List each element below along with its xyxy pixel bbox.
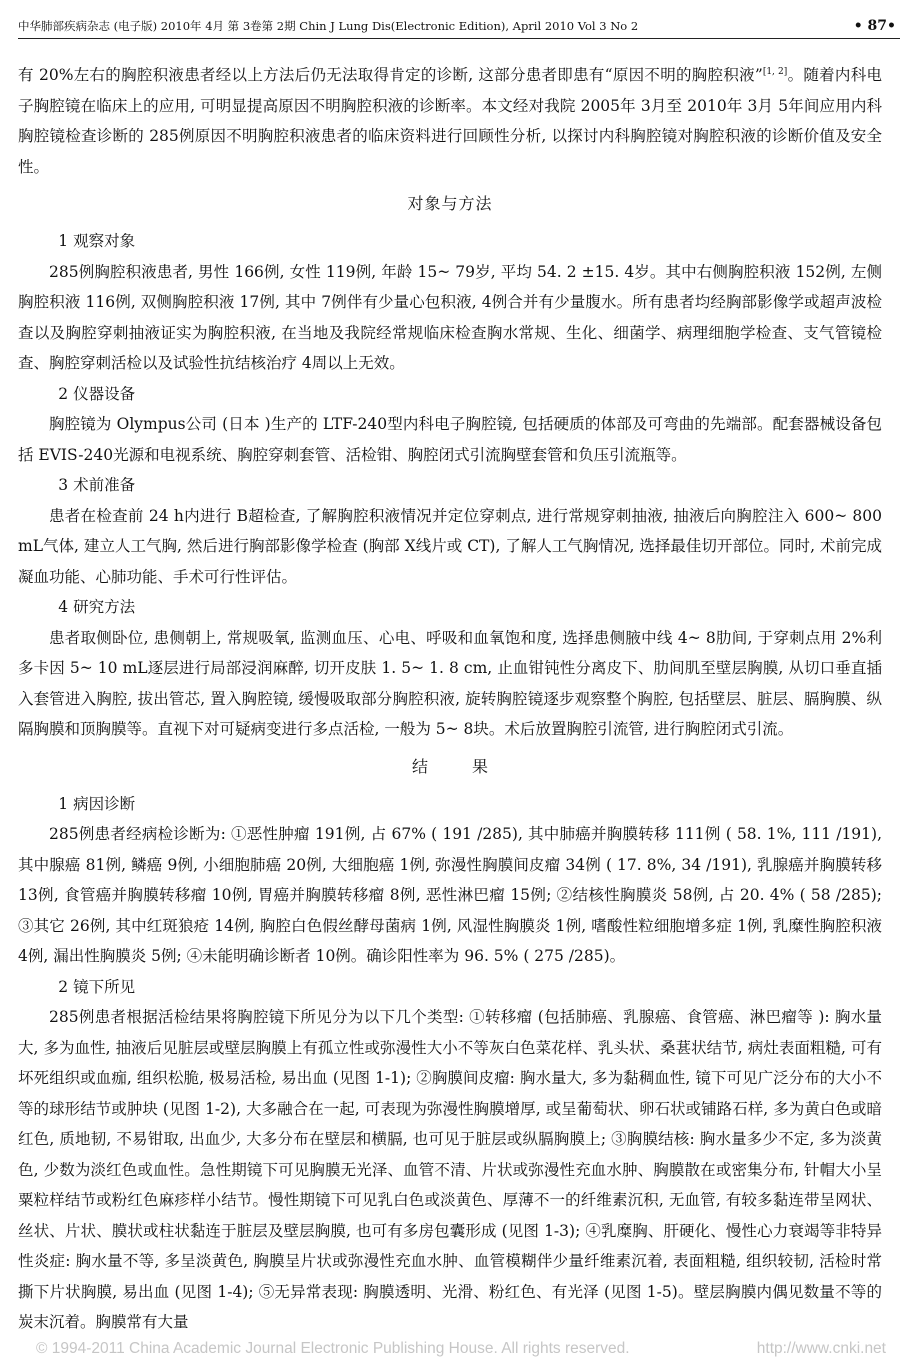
subsection-title: 4 研究方法 — [58, 598, 136, 616]
subsection-title: 1 观察对象 — [58, 232, 136, 250]
page-number: • 87• — [853, 18, 896, 34]
subsection-title: 2 镜下所见 — [58, 977, 136, 996]
cnki-link[interactable]: http://www.cnki.net — [756, 1340, 886, 1357]
paragraph: 患者在检查前 24 h内进行 B超检查, 了解胸腔积液情况并定位穿刺点, 进行常规穿刺抽液, 抽液后向胸腔注入 600~ 800 mL气体, 建立人工气胸, 然后进行胸部影像学检查 (胸部 X线片或 CT), 了解人工气胸情况, 选择最佳切开部位。同时, 术前完成凝血功能、心肺功能、手术可行性评估。 — [18, 506, 882, 586]
paragraph: 胸腔镜为 Olympus公司 (日本 )生产的 LTF-240型内科电子胸腔镜, 包括硬质的体部及可弯曲的先端部。配套器械设备包括 EVIS-240光源和电视系统、胸腔穿刺套管、活检钳、胸腔闭式引流胸壁套管和负压引流瓶等。 — [18, 415, 882, 464]
paragraph: 患者取侧卧位, 患侧朝上, 常规吸氧, 监测血压、心电、呼吸和血氧饱和度, 选择患侧腋中线 4~ 8肋间, 于穿刺点用 2%利多卡因 5~ 10 mL逐层进行局部浸润麻醉, 切开皮肤 1. 5~ 1. 8 cm, 止血钳钝性分离皮下、肋间肌至壁层胸膜, 从切口垂直插入套管进入胸腔, 拔出管芯, 置入胸腔镜, 缓慢吸取部分胸腔积液, 旋转胸腔镜逐步观察整个胸腔, 包括壁层、脏层、膈胸膜、纵隔胸膜和顶胸膜等。直视下对可疑病变进行多点活检, 一般为 5~ 8块。术后放置胸腔引流管, 进行胸腔闭式引流。 — [18, 628, 882, 738]
running-header — [18, 14, 900, 39]
section-heading-methods: 对象与方法 — [407, 194, 493, 213]
paragraph: 285例胸腔积液患者, 男性 166例, 女性 119例, 年龄 15~ 79岁, 平均 54. 2 ±15. 4岁。其中右侧胸腔积液 152例, 左侧胸腔积液 116例, 双侧胸腔积液 17例, 其中 7例伴有少量心包积液, 4例合并有少量腹水。所有患者均经胸部影像学或超声波检查以及胸腔穿刺抽液证实为胸腔积液, 在当地及我院经常规临床检查胸水常规、生化、细菌学、病理细胞学检查、支气管镜检查、胸腔穿刺活检以及试验性抗结核治疗 4周以上无效。 — [18, 262, 882, 372]
copyright-text: © 1994-2011 China Academic Journal Electronic Publishing House. All rights reserved. — [36, 1340, 630, 1357]
subsection-title: 1 病因诊断 — [58, 794, 136, 813]
watermark-footer — [36, 1340, 886, 1358]
citation-ref[interactable]: [1, 2] — [762, 66, 788, 77]
subsection-title: 3 术前准备 — [58, 476, 136, 494]
paragraph: 285例患者根据活检结果将胸腔镜下所见分为以下几个类型: ①转移瘤 (包括肺癌、乳腺癌、食管癌、淋巴瘤等 ): 胸水量大, 多为血性, 抽液后见脏层或壁层胸膜上有孤立性或弥漫性大小不等灰白色菜花样、乳头状、桑葚状结节, 病灶表面粗糙, 可有坏死组织或血痂, 组织松脆, 极易活检, 易出血 (见图 1-1); ②胸膜间皮瘤: 胸水量大, 多为黏稠血性, 镜下可见广泛分布的大小不等的球形结节或肿块 (见图 1-2), 大多融合在一起, 可表现为弥漫性胸膜增厚, 或呈葡萄状、卵石状或铺路石样, 多为黄白色或暗红色, 质地韧, 不易钳取, 出血少, 大多分布在壁层和横膈, 也可见于脏层或纵膈胸膜上; ③胸膜结核: 胸水量多少不定, 多为淡黄色, 少数为淡红色或血性。急性期镜下可见胸膜无光泽、血管不清、片状或弥漫性充血水肿、胸膜散在或密集分布, 针帽大小呈粟粒样结节或粉红色麻疹样小结节。慢性期镜下可见乳白色或淡黄色、厚薄不一的纤维素沉积, 无血管, 有较多黏连带呈网状、丝状、片状、膜状或柱状黏连于脏层及壁层胸膜, 也可有多房包囊形成 (见图 1-3); ④乳糜胸、肝硬化、慢性心力衰竭等非特异性炎症: 胸水量不等, 多呈淡黄色, 胸膜呈片状或弥漫性充血水肿、血管模糊伴少量纤维素沉着, 表面粗糙, 组织较韧, 活检时常撕下片状胸膜, 易出血 (见图 1-4); ⑤无异常表现: 胸膜透明、光滑、粉红色、有光泽 (见图 1-5)。壁层胸膜内偶见数量不等的炭末沉着。胸膜常有大量 — [18, 1008, 882, 1331]
section-heading-results: 结果 — [411, 756, 532, 776]
subsection-title: 2 仪器设备 — [58, 384, 136, 403]
journal-info: 中华肺部疾病杂志 (电子版) 2010年 4月 第 3卷第 2期 Chin J Lung Dis(Electronic Edition), April 2010 Vol 3 No 2 — [18, 19, 639, 33]
paragraph: 285例患者经病检诊断为: ①恶性肿瘤 191例, 占 67% ( 191 /285), 其中肺癌并胸膜转移 111例 ( 58. 1%, 111 /191), 其中腺癌 81例, 鳞癌 9例, 小细胞肺癌 20例, 大细胞癌 1例, 弥漫性胸膜间皮瘤 34例 ( 17. 8%, 34 /191), 乳腺癌并胸膜转移 13例, 食管癌并胸膜转移瘤 10例, 胃癌并胸膜转移瘤 8例, 恶性淋巴瘤 15例; ②结核性胸膜炎 58例, 占 20. 4% ( 58 /285); ③其它 26例, 其中红斑狼疮 14例, 胸腔白色假丝酵母菌病 1例, 风湿性胸膜炎 1例, 嗜酸性粒细胞增多症 1例, 乳糜性胸腔积液 4例, 漏出性胸膜炎 5例; ④未能明确诊断者 10例。确诊阳性率为 96. 5% ( 275 /285)。 — [18, 825, 882, 965]
intro-paragraph: 有 20%左右的胸腔积液患者经以上方法后仍无法取得肯定的诊断, 这部分患者即患有“原因不明的胸腔积液”[1, 2]。随着内科电子胸腔镜在临床上的应用, 可明显提高原因不明胸腔积液的诊断率。本文经对我院 2005年 3月至 2010年 3月 5年间应用内科胸腔镜检查诊断的 285例原因不明胸腔积液患者的临床资料进行回顾性分析, 以探讨内科胸腔镜对胸腔积液的诊断价值及安全性。 — [18, 66, 882, 176]
article-body — [18, 60, 882, 1338]
